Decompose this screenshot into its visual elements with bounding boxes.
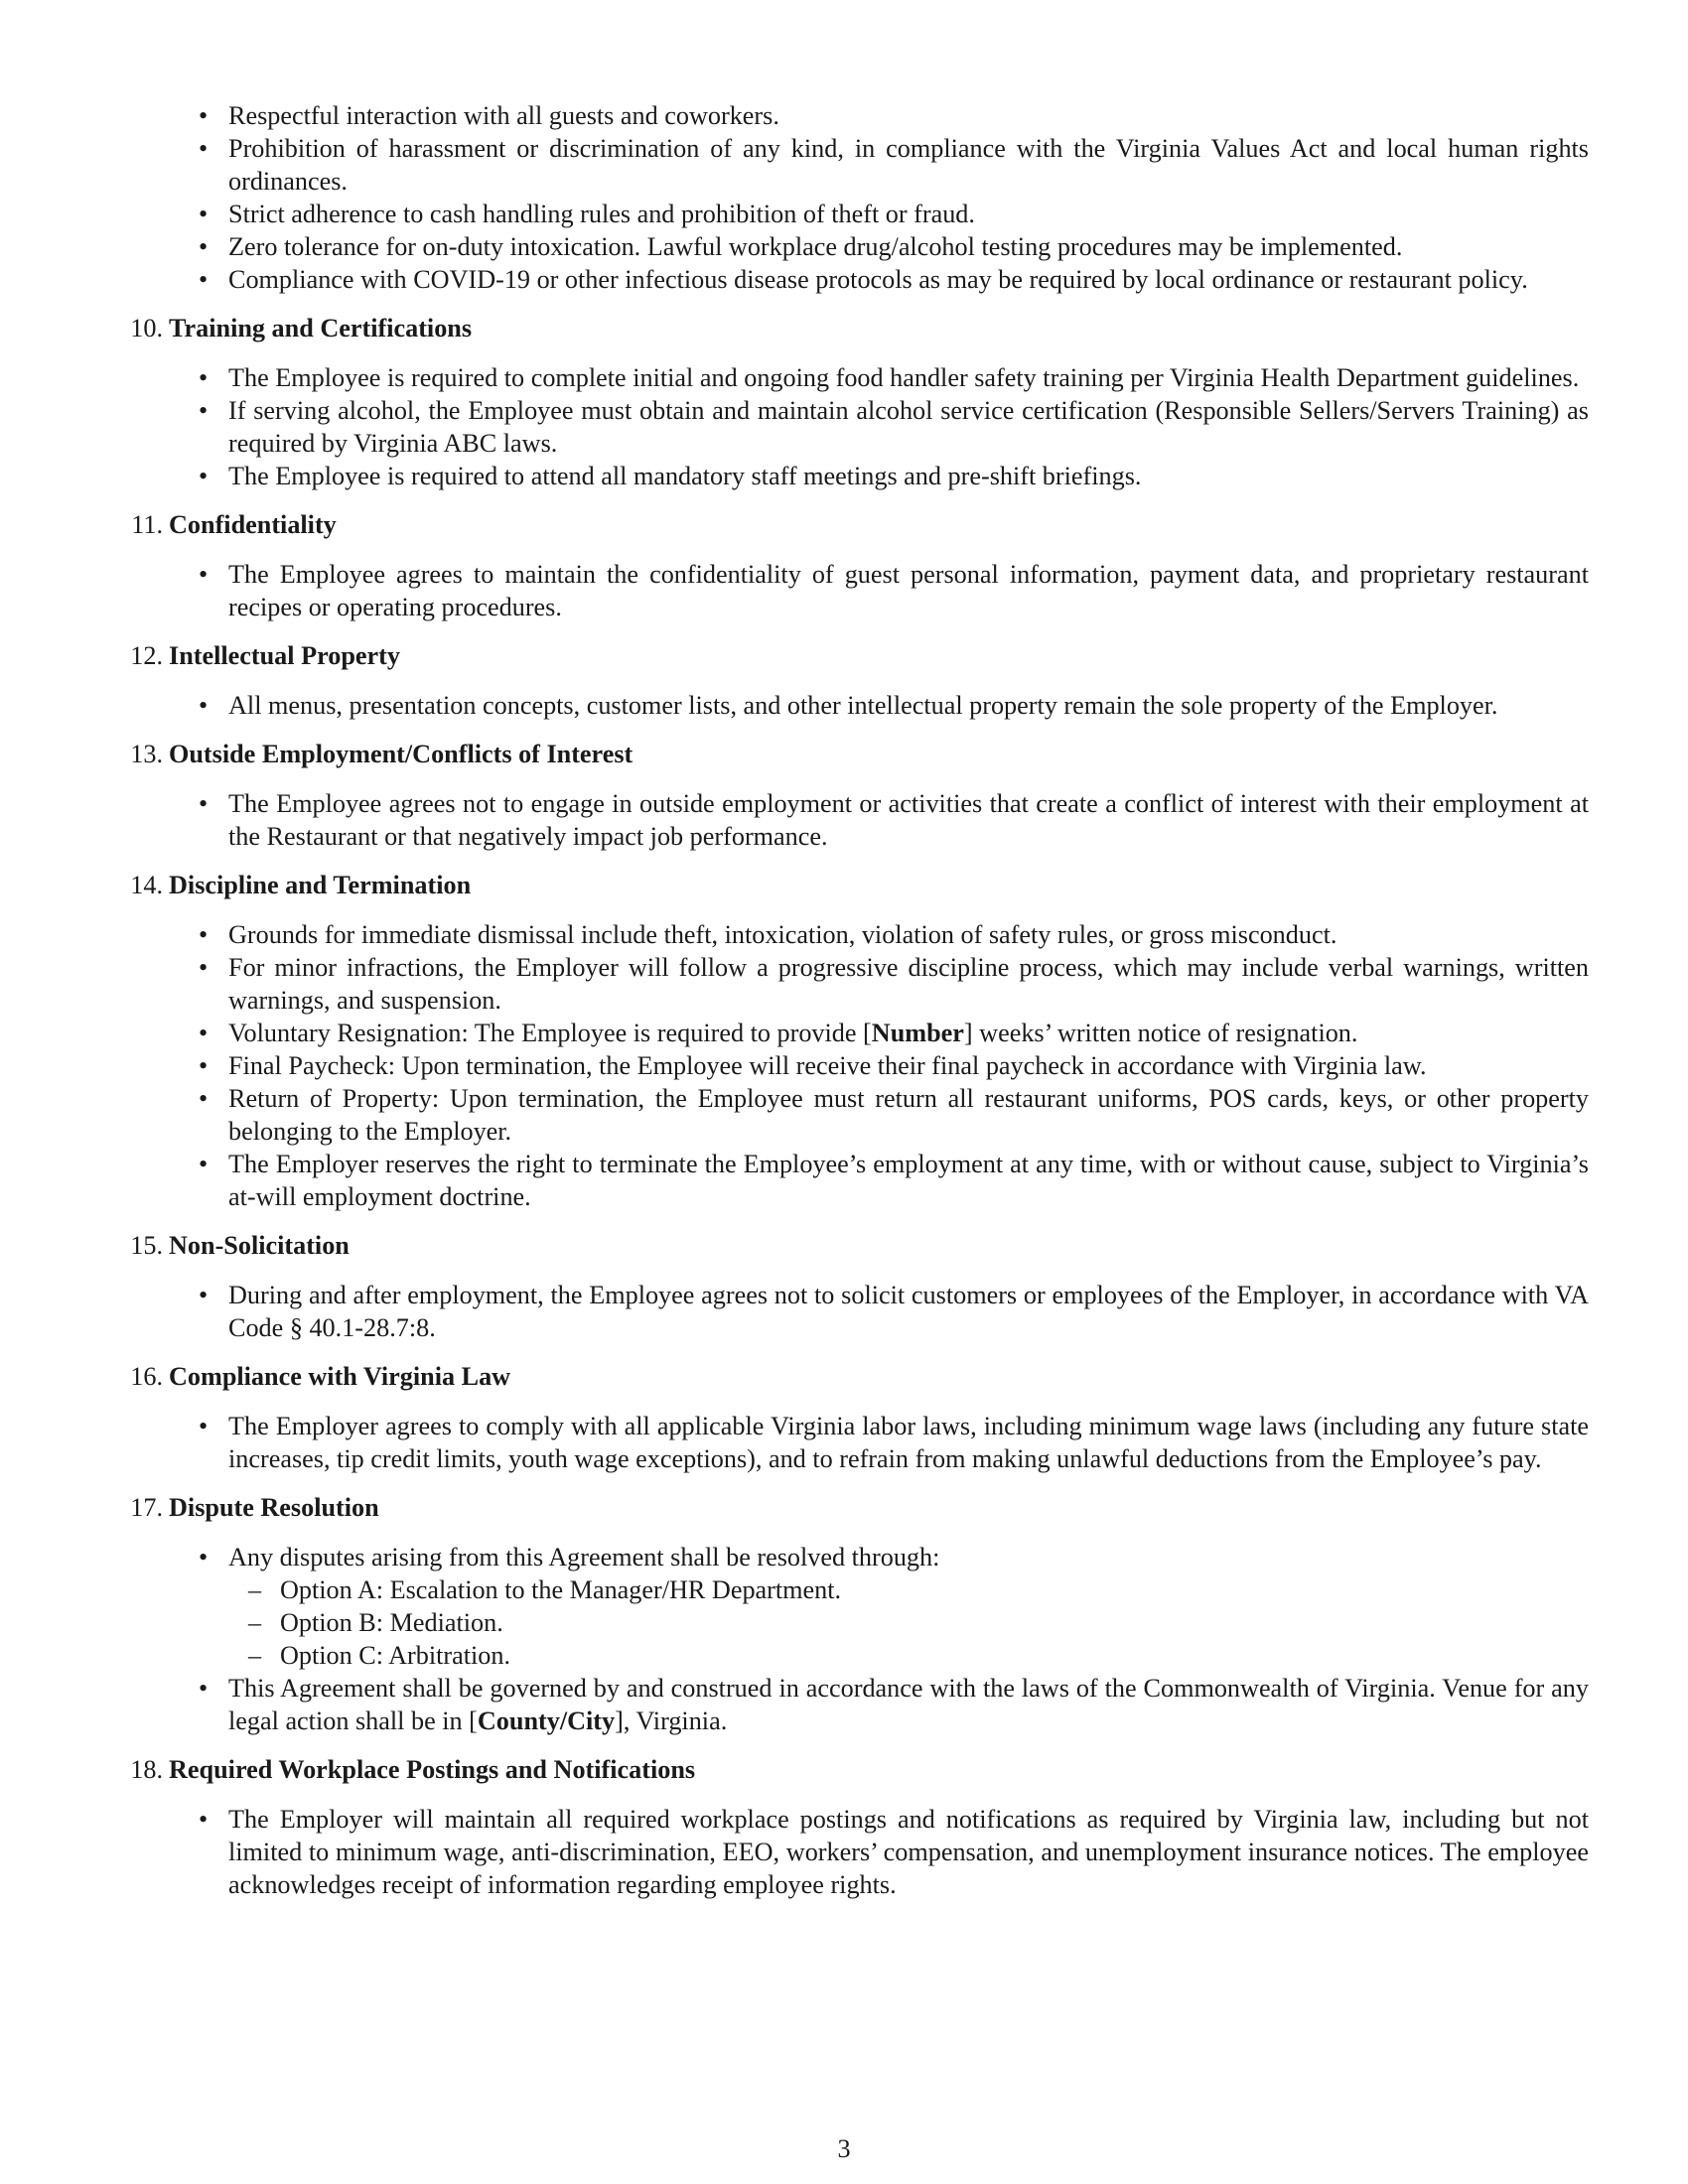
page-number: 3 xyxy=(837,2134,851,2163)
placeholder-county-city: County/City xyxy=(477,1706,616,1735)
section-number: 11. xyxy=(131,510,163,539)
list-item: • During and after employment, the Employee agrees not to solicit customers or employees of the Employer, in accordance with VA Code § 40.1-28.7:8. xyxy=(169,1279,1589,1344)
list-item: • Strict adherence to cash handling rules and prohibition of theft or fraud. xyxy=(169,198,1589,230)
text-segment: Voluntary Resignation: The Employee is required to provide [ xyxy=(228,1019,872,1047)
section-number: 14. xyxy=(130,871,163,899)
option-item: – Option C: Arbitration. xyxy=(228,1639,1589,1672)
section-confidentiality xyxy=(131,508,1589,623)
section-number: 17. xyxy=(130,1493,163,1522)
section-number: 16. xyxy=(130,1362,163,1391)
list-item: • Respectful interaction with all guests and coworkers. xyxy=(169,99,1589,132)
list-item: • The Employee is required to complete initial and ongoing food handler safety training per Virginia Health Department guidelines. xyxy=(169,361,1589,394)
section-training xyxy=(130,312,1589,492)
list-item: • Prohibition of harassment or discrimination of any kind, in compliance with the Virginia Values Act and local human rights ordinances. xyxy=(169,132,1589,198)
list-item: • Grounds for immediate dismissal include theft, intoxication, violation of safety rules, or gross misconduct. xyxy=(169,918,1589,951)
section-compliance xyxy=(130,1360,1589,1475)
section-intellectual-property xyxy=(130,639,1589,722)
list-item: • Compliance with COVID-19 or other infectious disease protocols as may be required by local ordinance or restaurant policy. xyxy=(169,263,1589,296)
list-item xyxy=(169,1672,1589,1737)
section-number: 10. xyxy=(130,314,163,342)
list-item: • The Employee agrees not to engage in outside employment or activities that create a conflict of interest with their employment at the Restaurant or that negatively impact job performance. xyxy=(169,787,1589,853)
section-heading: Confidentiality xyxy=(169,510,337,539)
section-discipline xyxy=(130,869,1589,1213)
section-number: 18. xyxy=(130,1755,163,1784)
option-item: – Option B: Mediation. xyxy=(228,1606,1589,1639)
option-item: – Option A: Escalation to the Manager/HR Department. xyxy=(228,1573,1589,1606)
list-item xyxy=(169,1017,1589,1049)
conduct-bullet-list xyxy=(169,99,1589,296)
document-body xyxy=(130,99,1589,1901)
placeholder-number: Number xyxy=(871,1019,964,1047)
list-item: • All menus, presentation concepts, customer lists, and other intellectual property remain the sole property of the Employer. xyxy=(169,689,1589,722)
text-segment: Any disputes arising from this Agreement shall be resolved through: xyxy=(228,1543,940,1571)
list-item: • The Employee is required to attend all mandatory staff meetings and pre-shift briefings. xyxy=(169,460,1589,492)
list-item: • The Employer agrees to comply with all applicable Virginia labor laws, including minimum wage laws (including any future state increases, tip credit limits, youth wage exceptions), and to refrain from making unlawful deductions from the Employee’s pay. xyxy=(169,1410,1589,1475)
section-dispute-resolution xyxy=(130,1491,1589,1737)
section-non-solicitation xyxy=(130,1229,1589,1344)
section-heading: Discipline and Termination xyxy=(169,871,472,899)
section-heading: Dispute Resolution xyxy=(169,1493,379,1522)
option-list xyxy=(228,1573,1589,1672)
section-outside-employment xyxy=(130,738,1589,853)
list-item: • The Employer reserves the right to terminate the Employee’s employment at any time, with or without cause, subject to Virginia’s at-will employment doctrine. xyxy=(169,1148,1589,1213)
list-item: • Final Paycheck: Upon termination, the Employee will receive their final paycheck in accordance with Virginia law. xyxy=(169,1049,1589,1082)
section-number: 12. xyxy=(130,641,163,670)
section-heading: Outside Employment/Conflicts of Interest xyxy=(169,740,633,768)
list-item: • If serving alcohol, the Employee must obtain and maintain alcohol service certification (Responsible Sellers/Servers Training) as required by Virginia ABC laws. xyxy=(169,394,1589,460)
section-heading: Non-Solicitation xyxy=(169,1231,350,1260)
list-item: • For minor infractions, the Employer will follow a progressive discipline process, which may include verbal warnings, written warnings, and suspension. xyxy=(169,951,1589,1017)
text-segment: ] weeks’ written notice of resignation. xyxy=(963,1019,1358,1047)
list-item: • Return of Property: Upon termination, the Employee must return all restaurant uniforms, POS cards, keys, or other property belonging to the Employer. xyxy=(169,1082,1589,1148)
text-segment: ], Virginia. xyxy=(615,1706,728,1735)
section-heading: Required Workplace Postings and Notifications xyxy=(169,1755,696,1784)
section-heading: Intellectual Property xyxy=(169,641,400,670)
section-number: 15. xyxy=(130,1231,163,1260)
list-item: • Zero tolerance for on-duty intoxication. Lawful workplace drug/alcohol testing procedures may be implemented. xyxy=(169,230,1589,263)
list-item xyxy=(169,1541,1589,1672)
section-number: 13. xyxy=(130,740,163,768)
section-heading: Training and Certifications xyxy=(169,314,473,342)
text-segment: This Agreement shall be governed by and construed in accordance with the laws of the Commonwealth of Virginia. Venue for any legal action shall be in [ xyxy=(228,1674,1589,1735)
section-heading: Compliance with Virginia Law xyxy=(169,1362,511,1391)
list-item: • The Employee agrees to maintain the confidentiality of guest personal information, payment data, and proprietary restaurant recipes or operating procedures. xyxy=(169,558,1589,623)
section-workplace-postings xyxy=(130,1753,1589,1901)
list-item: • The Employer will maintain all required workplace postings and notifications as required by Virginia law, including but not limited to minimum wage, anti-discrimination, EEO, workers’ compensation, and unemployment insurance notices. The employee acknowledges receipt of information regarding employee rights. xyxy=(169,1803,1589,1901)
